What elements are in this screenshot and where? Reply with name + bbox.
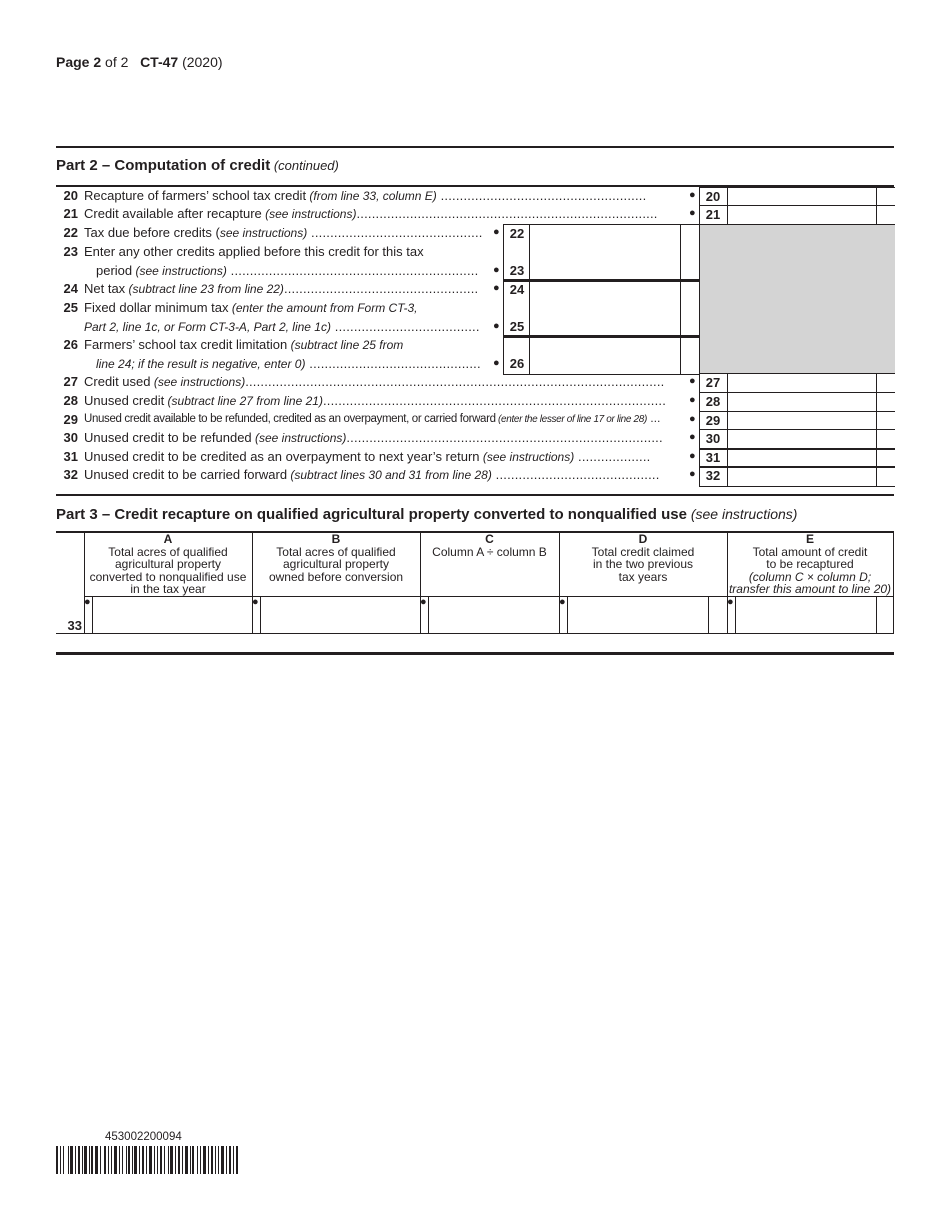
barcode [56,1146,240,1174]
line-number: 21 [63,206,78,221]
column-desc: converted to nonqualified use [89,569,247,584]
bullet-icon: ● [727,596,734,608]
column-desc: Total credit claimed [591,544,695,559]
part3-title [56,506,797,523]
column-desc: agricultural property [114,557,222,571]
line-21-cents-field[interactable] [876,205,895,225]
box-label-22: 22 [509,226,525,241]
line-22 [56,225,516,243]
form-number: CT-47 [140,54,179,70]
bullet-icon: ● [252,596,259,608]
bullet-icon: ● [559,596,566,608]
box-label-25: 25 [509,319,525,334]
bullet-icon: ● [493,264,500,276]
line-note: (see instructions) [261,207,357,221]
bullet-icon: ● [493,320,500,332]
line-26-amount-field[interactable] [529,336,682,375]
column-desc: transfer this amount to line 20) [728,582,892,596]
line-30-amount-field[interactable] [727,429,878,449]
line-27-cents-field[interactable] [876,373,895,393]
line-24-amount-field[interactable] [529,280,682,301]
line-21-amount-field[interactable] [727,205,878,225]
table-divider [708,597,709,633]
line-number-33: 33 [67,618,82,633]
table-divider [56,633,894,634]
line-32-cents-field[interactable] [876,466,895,487]
leader-dots: ........................................... [491,467,660,482]
bullet-icon: ● [689,394,696,406]
line-25 [56,300,516,336]
line-note: (subtract lines 30 and 31 from line 28) [287,468,492,482]
bullet-icon: ● [689,375,696,387]
bullet-icon: ● [689,189,696,201]
box-label-28: 28 [705,394,721,409]
column-desc: to be recaptured [766,557,854,571]
bullet-icon: ● [84,596,91,608]
page-number: Page 2 [56,54,102,70]
leader-dots: ................................................................................... [346,430,663,445]
column-a-header [84,533,252,596]
column-desc: tax years [618,569,668,584]
column-letter: D [638,532,648,546]
column-desc: in the two previous [592,557,694,571]
line-number: 29 [63,412,78,427]
line-note-2: Part 2, line 1c, or Form CT-3-A, Part 2, line 1c) [84,320,331,334]
line-text: Unused credit [84,393,165,408]
column-d-header [559,533,727,583]
line-note: (enter the amount from Form CT-3, [228,301,418,315]
line-note: (subtract line 25 from [287,338,404,352]
line-33-column-a-field[interactable] [93,598,251,632]
part2-title-suffix: (continued) [270,158,339,173]
form-year: (2020) [178,54,223,70]
line-33-column-b-field[interactable] [261,598,419,632]
column-desc: in the tax year [130,582,206,596]
box-label-21: 21 [705,207,721,222]
bullet-icon: ● [689,431,696,443]
bullet-icon: ● [689,207,696,219]
table-divider [876,597,877,633]
line-33-column-e-field[interactable] [736,598,875,632]
line-33-column-c-field[interactable] [429,598,558,632]
column-desc: Total acres of qualified [108,544,228,559]
line-20-cents-field[interactable] [876,187,895,207]
line-number: 28 [63,393,78,408]
leader-dots: .............................................................................................................. [245,374,665,389]
line-note: (see instructions) [150,375,246,389]
column-desc: Column A ÷ column B [432,544,547,559]
line-note: (subtract line 27 from line 21) [164,394,323,408]
part3-title-text: Part 3 – Credit recapture on qualified agricultural property converted to nonqualified use [56,506,687,523]
bullet-icon: ● [420,596,427,608]
box-label-20: 20 [705,189,721,204]
column-letter: A [163,532,173,546]
line-text-2: period [96,263,133,278]
line-text: Unused credit to be carried forward [84,467,288,482]
line-text: Credit available after recapture [84,206,262,221]
barcode-number: 453002200094 [105,1131,182,1143]
part2-title-text: Part 2 – Computation of credit [56,157,271,174]
column-letter: C [485,532,494,546]
line-text: Unused credit available to be refunded, credited as an overpayment, or carried forward [84,413,496,425]
line-23-amount-field[interactable] [529,243,682,280]
column-desc: Total amount of credit [752,544,868,559]
line-number: 20 [63,188,78,203]
line-note: (see instructions) [479,450,575,464]
bullet-icon: ● [689,413,696,425]
leader-dots: ...................................... [330,319,480,334]
column-letter: E [805,532,814,546]
bullet-icon: ● [689,450,696,462]
line-note: (from line 33, column E) [306,189,437,203]
line-25-amount-field[interactable] [529,299,682,336]
table-divider [84,596,894,597]
line-note: (see instructions) [132,264,227,278]
column-desc: agricultural property [282,557,390,571]
box-label-32: 32 [705,468,721,483]
box-label-27: 27 [705,375,721,390]
column-desc: (column C × column D; [748,569,872,584]
column-c-header [420,533,559,558]
page-header [56,54,223,70]
box-label-23: 23 [509,263,525,278]
leader-dots: .......................................................................................... [322,393,667,408]
top-rule [56,146,894,148]
line-30-cents-field[interactable] [876,429,895,449]
line-text: Unused credit to be refunded [84,430,252,445]
column-b-header [252,533,420,583]
leader-dots: ................... [574,449,651,464]
column-desc: owned before conversion [268,569,404,584]
line-22-cents-field[interactable] [680,224,700,244]
bullet-icon: ● [493,226,500,238]
line-26-cents-field[interactable] [680,336,700,375]
line-number: 32 [63,467,78,482]
line-number: 25 [63,300,78,315]
line-33-column-d-field[interactable] [568,598,707,632]
line-29-amount-field[interactable] [727,411,878,431]
line-22-amount-field[interactable] [529,224,682,244]
line-23-cents-field[interactable] [680,243,700,280]
line-25-cents-field[interactable] [680,299,700,336]
line-23 [56,244,516,280]
line-number: 30 [63,430,78,445]
part3-bottom-rule [56,652,894,655]
line-text: Tax due before credits ( [84,225,220,240]
page-total: of 2 [101,54,129,70]
table-divider [893,533,894,634]
line-text: Farmers’ school tax credit limitation [84,337,288,352]
line-note: (enter the lesser of line 17 or line 28) [495,414,647,425]
box-label-31: 31 [705,450,721,465]
leader-dots: ............................................. [307,225,483,240]
line-note-2: line 24; if the result is negative, enter 0) [96,357,306,371]
line-24-cents-field[interactable] [680,280,700,301]
line-text: Recapture of farmers’ school tax credit [84,188,307,203]
leader-dots: ................................................................. [226,263,479,278]
line-number: 23 [63,244,78,259]
line-number: 24 [63,281,78,296]
line-text: Net tax [84,281,126,296]
line-27-amount-field[interactable] [727,373,878,393]
column-desc: Total acres of qualified [276,544,396,559]
line-26 [56,337,516,373]
line-24 [56,281,516,299]
box-label-26: 26 [509,356,525,371]
column-e-header [727,533,893,596]
leader-dots: ............................................................................... [356,206,658,221]
column-letter: B [331,532,341,546]
line-note: (subtract line 23 from line 22) [125,282,284,296]
bullet-icon: ● [493,282,500,294]
line-20-amount-field[interactable] [727,187,878,207]
line-note: see instructions) [219,226,308,240]
bullet-icon: ● [689,468,696,480]
leader-dots: ................................................... [283,281,479,296]
bullet-icon: ● [493,357,500,369]
line-text: Unused credit to be credited as an overpayment to next year’s return [84,449,480,464]
box-label-29: 29 [705,413,721,428]
line-text: Fixed dollar minimum tax [84,300,229,315]
leader-dots: ... [646,413,661,425]
line-number: 31 [63,449,78,464]
leader-dots: ............................................. [305,356,481,371]
box-label-24: 24 [509,282,525,297]
line-number: 22 [63,225,78,240]
line-number: 27 [63,374,78,389]
part2-bottom-rule [56,494,894,496]
part2-title [56,157,339,174]
box-label-30: 30 [705,431,721,446]
line-32-amount-field[interactable] [727,466,878,487]
part3-title-suffix: (see instructions) [686,506,798,522]
line-29-cents-field[interactable] [876,411,895,431]
shaded-area [699,225,895,373]
line-text: Credit used [84,374,151,389]
line-text: Enter any other credits applied before this credit for this tax [84,244,424,259]
line-28-cents-field[interactable] [876,392,895,412]
line-note: (see instructions) [251,431,347,445]
line-number: 26 [63,337,78,352]
line-28-amount-field[interactable] [727,392,878,412]
leader-dots: ...................................................... [436,188,647,203]
